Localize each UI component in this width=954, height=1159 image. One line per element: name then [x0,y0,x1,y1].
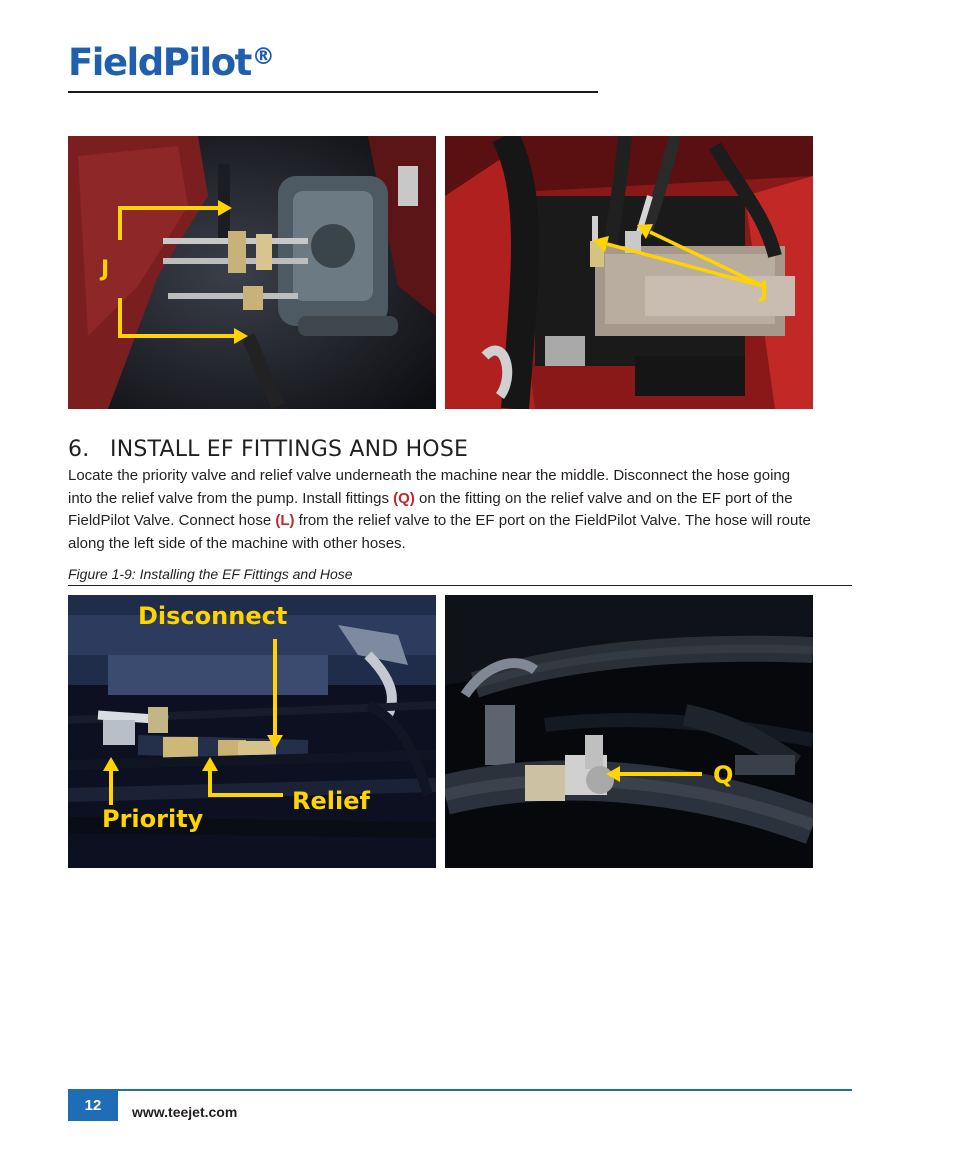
section-body [68,465,850,555]
body-line [68,510,850,533]
callout-priority: Priority [102,805,204,833]
photo-fieldpilot-valve-fittings [445,136,813,409]
page-number: 12 [68,1091,118,1121]
callout-disconnect: Disconnect [138,602,288,630]
body-line: Locate the priority valve and relief valve underneath the machine near the middle. Disconnect the hose going [68,467,791,484]
callout-j-left: J [101,257,110,282]
body-text-segment: FieldPilot Valve. Connect hose [68,512,276,529]
body-line: along the left side of the machine with other hoses. [68,534,406,552]
footer-rule [68,1089,852,1091]
figure-caption: Figure 1-9: Installing the EF Fittings and Hose [68,566,353,582]
callout-j-right: J [760,278,769,303]
callout-relief: Relief [292,787,370,815]
callout-q: Q [713,761,734,789]
photo-priority-relief-valves [68,595,436,868]
body-text-segment: into the relief valve from the pump. Install fittings [68,489,394,507]
section-heading [68,437,468,463]
brand-name: FieldPilot [68,41,251,84]
section-number: 6. [68,437,90,462]
reference-l: (L) [275,512,295,529]
photo-steering-valve-fittings [68,136,436,409]
body-line [68,488,850,511]
registered-mark: ® [251,44,275,70]
photo-ef-fitting-installed [445,595,813,868]
website-link[interactable]: www.teejet.com [132,1104,238,1120]
header-rule [68,91,598,93]
body-text-segment: from the relief valve to the EF port on the FieldPilot Valve. The hose will route [294,512,811,529]
reference-q: (Q) [393,489,415,507]
caption-rule [68,585,852,586]
section-title: INSTALL EF FITTINGS AND HOSE [110,437,469,462]
body-text-segment: on the fitting on the relief valve and on the EF port of the [414,489,793,507]
brand-logo [68,41,275,84]
